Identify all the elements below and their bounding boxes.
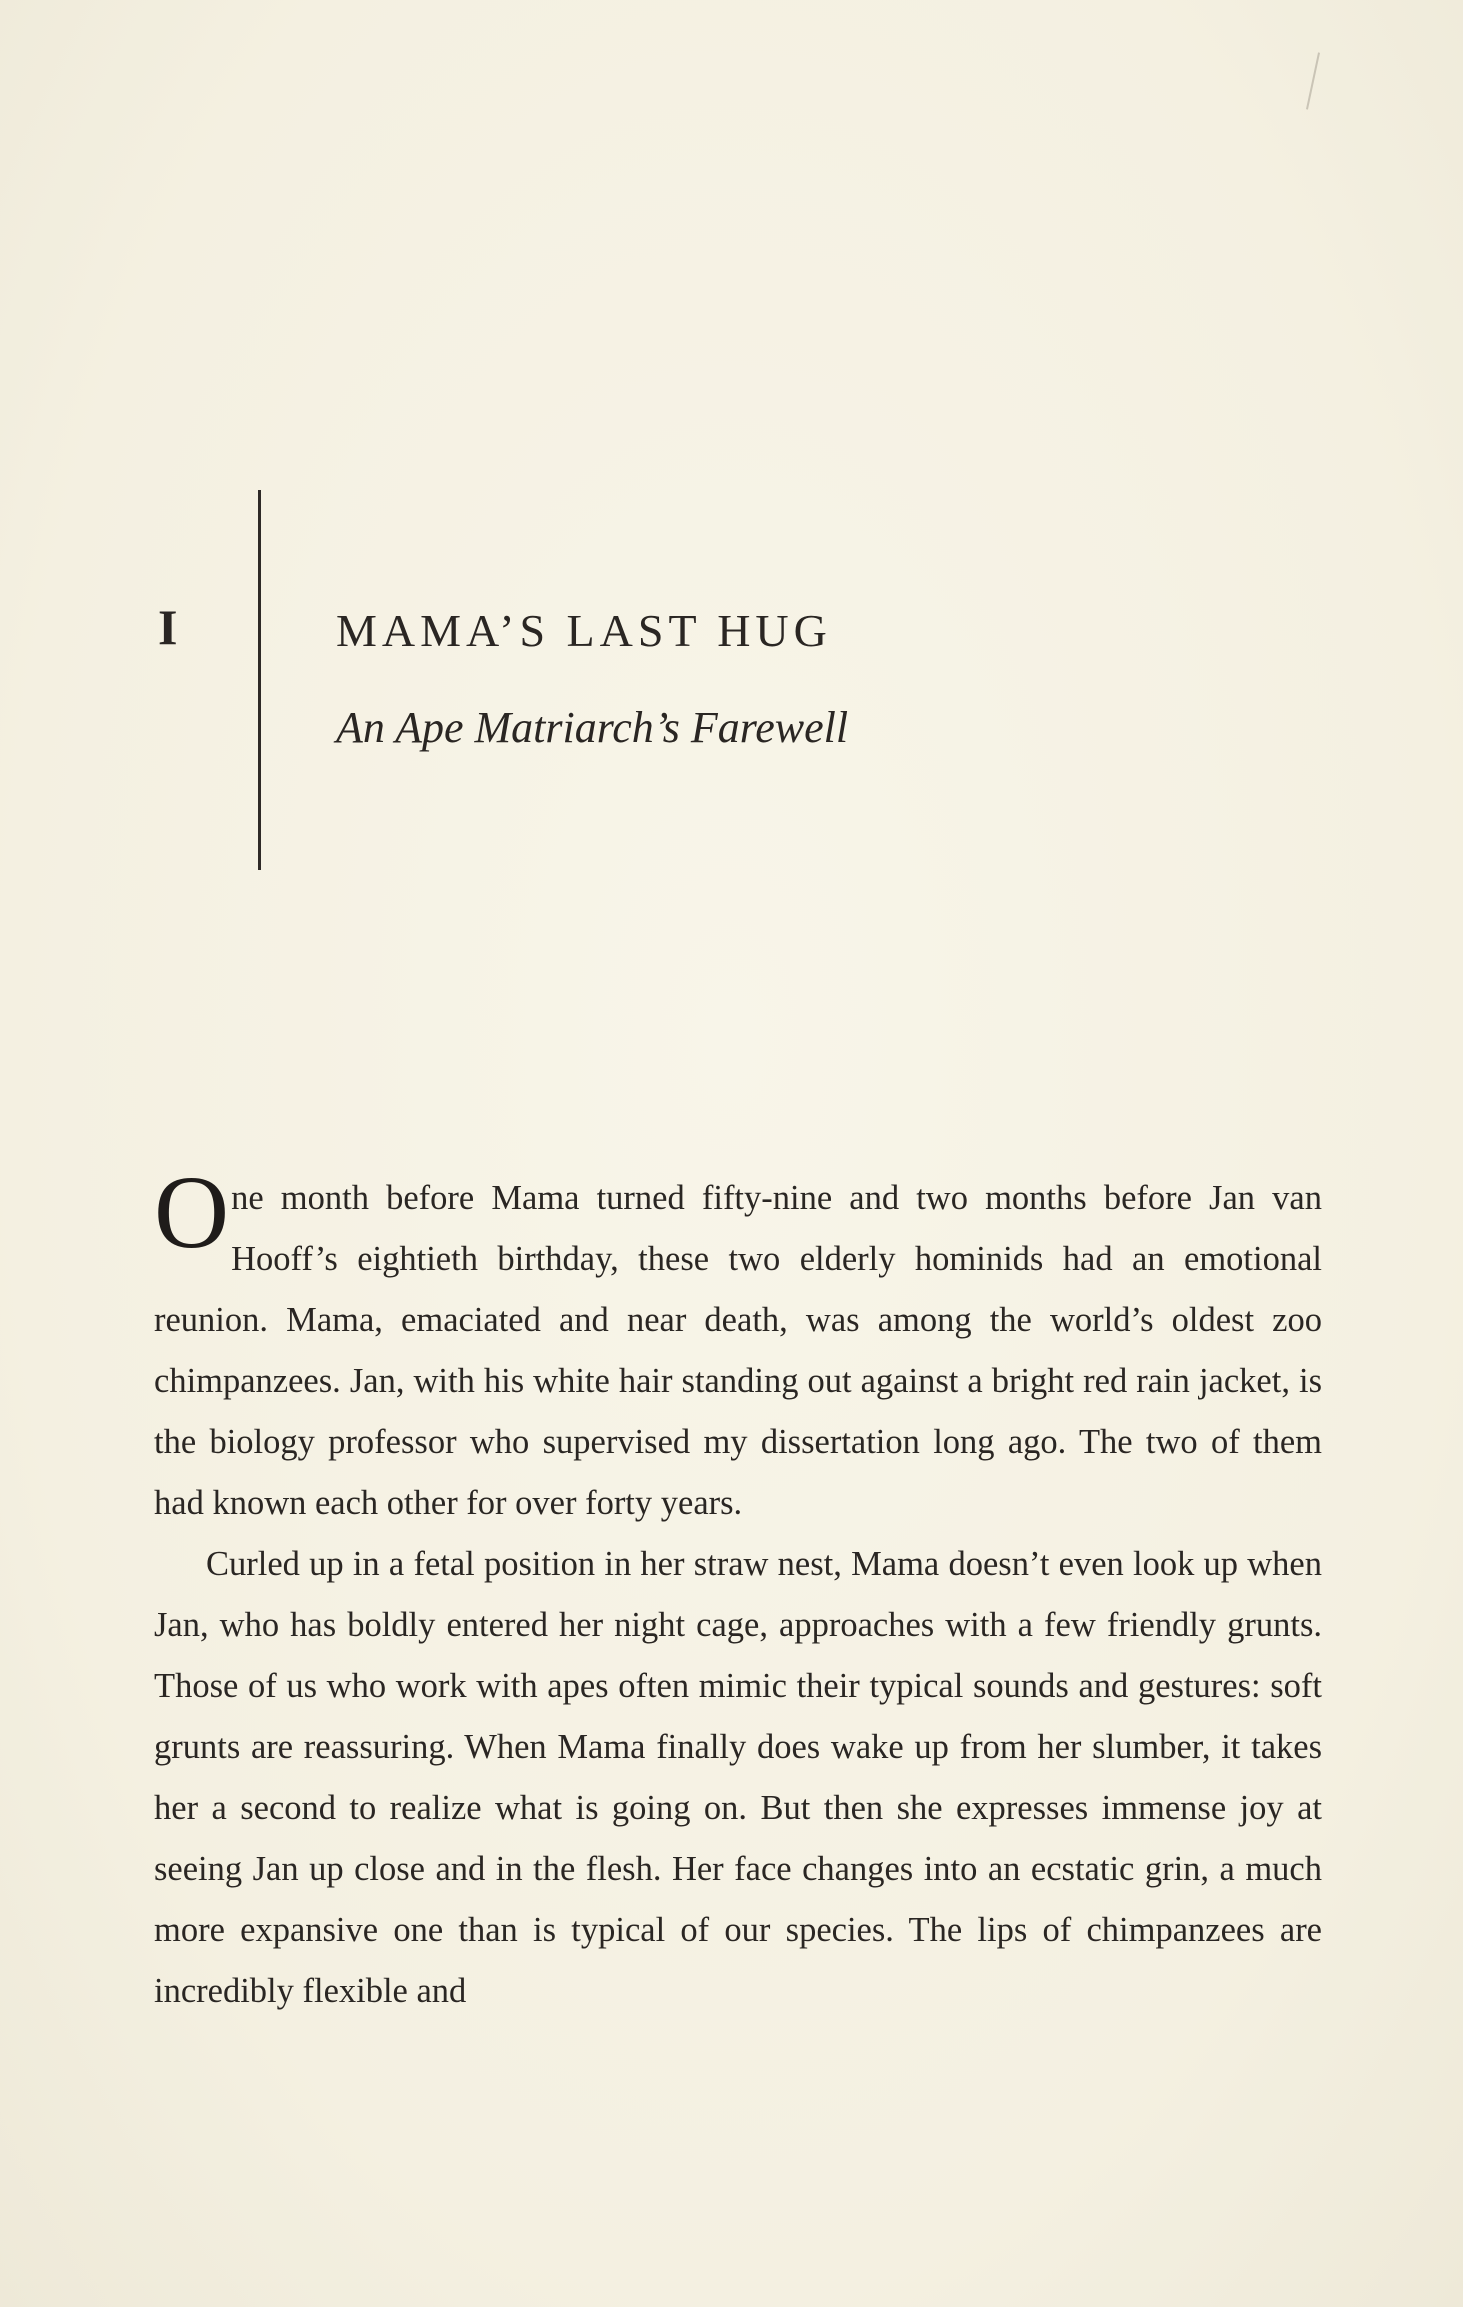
page-edge-mark	[1306, 52, 1320, 109]
body-text	[154, 1155, 1322, 2022]
chapter-subtitle: An Ape Matriarch’s Farewell	[336, 703, 849, 752]
paragraph-1	[154, 1155, 1322, 1534]
chapter-number: I	[158, 599, 178, 655]
chapter-divider-rule	[258, 490, 261, 870]
chapter-title: MAMA’S LAST HUG	[336, 605, 832, 656]
paragraph-2: Curled up in a fetal position in her straw nest, Mama doesn’t even look up when Jan, who has boldly entered her night cage, approaches with a few friendly grunts. Those of us who work with apes often mimic their typical sounds and gestures: soft grunts are reassuring. When Mama finally does wake up from her slumber, it takes her a second to realize what is going on. But then she expresses immense joy at seeing Jan up close and in the flesh. Her face changes into an ecstatic grin, a much more expansive one than is typical of our species. The lips of chimpanzees are incredibly flexible and	[154, 1545, 1322, 2010]
drop-cap: O	[154, 1155, 230, 1270]
paragraph-1-text: ne month before Mama turned fifty-nine and two months before Jan van Hooff’s eightieth birthday, these two elderly hominids had an emotional reunion. Mama, emaciated and near death, was among the world’s oldest zoo chimpanzees. Jan, with his white hair standing out against a bright red rain jacket, is the biology professor who supervised my dissertation long ago. The two of them had known each other for over forty years.	[154, 1179, 1322, 1522]
